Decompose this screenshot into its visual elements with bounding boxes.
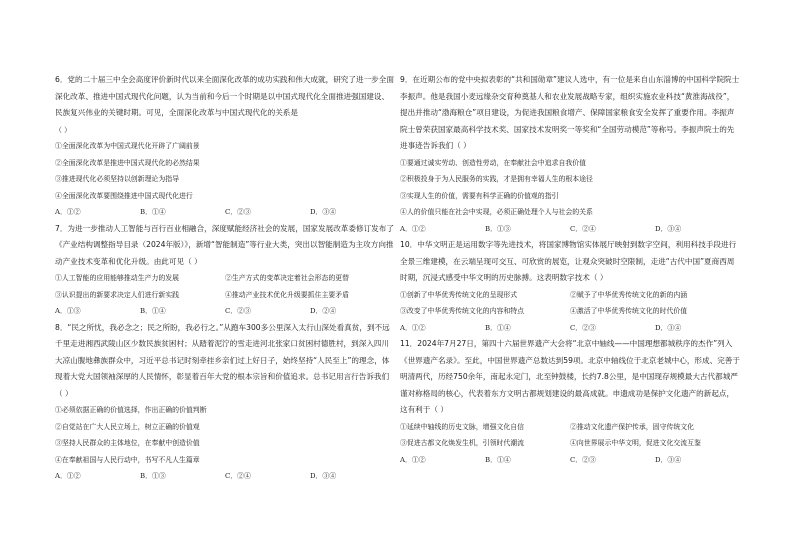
option: ④推动产业技术优化升级要抓住主要矛盾 [225, 290, 350, 299]
question-stem: 11．2024年7月27日，第四十六届世界遗产大会将“北京中轴线——中国理想都城秩序的杰作”列入《世界遗产名录》。至此，中国世界遗产总数达到59项。北京中轴线位于北京老城中心，形成、完善于明清两代，历经750余年，南起永定门，北至钟鼓楼，长约7.8公里，是中国现存规模最大古代都城严谨对称格局的核心，代表着东方文明古都规划建设的最高成就。申遗成功是保护文化遗产的新起点，这有利于（ ） [400, 339, 740, 414]
answer-row [55, 468, 395, 485]
answer-choice: A．①③ [55, 307, 81, 315]
option: ②推动文化遗产保护传承，固守传统文化 [570, 422, 695, 431]
answer-row [55, 303, 395, 320]
answer-choice: C．②④ [570, 224, 596, 233]
answer-choice: A．①② [55, 208, 81, 216]
option: ③推进现代化必须坚持以创新理论为指导 [55, 175, 180, 183]
answer-choice: D．③④ [655, 323, 682, 332]
option: ③促进古都文化焕发生机，引领时代潮流 [400, 439, 525, 447]
right-column [400, 72, 740, 468]
option: ①创新了中华优秀传统文化的呈现形式 [400, 290, 518, 299]
answer-row [55, 204, 395, 221]
option-row [400, 435, 740, 452]
answer-choice: B．①④ [485, 455, 511, 464]
answer-choice: A．①② [400, 224, 426, 233]
option: ②自觉站在广大人民立场上，树立正确的价值观 [55, 422, 200, 431]
option: ②生产方式的变革决定着社会形态的更替 [225, 274, 350, 282]
answer-row [400, 452, 740, 469]
question-10 [400, 237, 740, 336]
question-7 [55, 221, 395, 320]
option: ③改变了中华优秀传统文化的内容和特点 [400, 307, 525, 315]
option: ④在奉献祖国与人民行动中，书写不凡人生篇章 [55, 455, 200, 464]
option-row [55, 270, 395, 287]
option: ②积极投身于为人民服务的实践，才是拥有幸福人生的根本途径 [400, 175, 593, 183]
answer-choice: C．②③ [225, 208, 251, 216]
option-row [400, 303, 740, 320]
question-9 [400, 72, 740, 237]
answer-row [400, 221, 740, 238]
question-paren: （ ） [55, 125, 71, 134]
option: ④激活了中华优秀传统文化的时代价值 [570, 307, 688, 315]
answer-choice: A．①② [400, 455, 426, 464]
question-stem: 6．党的二十届三中全会高度评价新时代以来全面深化改革的成功实践和伟大成就，研究了进一步全面深化改革、推进中国式现代化问题，认为当前和今后一个时期是以中国式现代化全面推进强国建设、民族复兴伟业的关键时期。可见，全面深化改革与中国式现代化的关系是 [55, 75, 394, 117]
option: ①全面深化改革为中国式现代化开辟了广阔前景 [55, 142, 200, 150]
question-6 [55, 72, 395, 221]
answer-choice: C．②③ [570, 323, 596, 332]
answer-choice: B．①④ [485, 323, 511, 332]
option: ③认识提出的新要求决定人们进行新实践 [55, 290, 180, 299]
question-stem: 7．为进一步推动人工智能与百行百业相融合，深度赋能经济社会的发展，国家发展改革委修订发布了《产业结构调整指导目录（2024年版）》，新增“智能制造”等行业大类，突出以智能制造为主攻方向推动产业技术变革和优化升级。由此可见（ ） [55, 223, 394, 266]
option-row [400, 287, 740, 304]
answer-choice: B．①③ [485, 224, 511, 233]
answer-choice: B．①④ [140, 307, 166, 315]
answer-choice: C．②④ [225, 472, 251, 480]
answer-choice: A．①② [55, 472, 81, 480]
option: ②赋予了中华优秀传统文化的新的内涵 [570, 290, 688, 299]
option: ②全面深化改革是推进中国式现代化的必然结果 [55, 158, 200, 167]
left-column [55, 72, 395, 485]
option: ③实现人生的价值，需要有科学正确的价值观的指引 [400, 191, 559, 200]
answer-choice: D．③④ [655, 455, 682, 464]
answer-row [400, 320, 740, 337]
answer-choice: D．②④ [310, 307, 337, 315]
option: ①要通过诚实劳动、创造性劳动，在奉献社会中追求自我价值 [400, 158, 587, 167]
question-11 [400, 336, 740, 468]
option: ③坚持人民群众的主体地位，在奉献中创造价值 [55, 439, 200, 447]
option: ①人工智能的应用能够推动生产力的发展 [55, 274, 180, 282]
answer-choice: B．①④ [140, 208, 166, 216]
option: ①延续中轴线的历史文脉，增强文化自信 [400, 422, 525, 431]
option-row [55, 287, 395, 304]
answer-choice: C．②③ [225, 307, 251, 315]
question-stem: 9．在近期公布的党中央拟表彰的“共和国勋章”建议人选中，有一位是来自山东淄博的中国科学院院士李振声。他是我国小麦远缘杂交育种奠基人和农业发展战略专家，组织实施农业科技“黄淮海战役”，提出并推动“渤海粮仓”项目建设，为促进我国粮食增产、保障国家粮食安全发挥了重要作用。李振声院士曾荣获国家最高科学技术奖、国家技术发明奖一等奖和“全国劳动模范”等称号。李振声院士的先进事迹告诉我们（ ） [400, 75, 740, 150]
answer-choice: D．③④ [310, 208, 337, 216]
answer-choice: D．③④ [310, 472, 337, 480]
question-stem: 10．中华文明正是运用数字等先进技术，将国家博物馆实体展厅映射到数字空间，利用科技手段进行全景三维建模，在云端呈现可交互、可欣赏的展览，让观众突破时空限制，走进“古代中国”夏商西周时期，沉浸式感受中华文明的历史脉搏。这表明数字技术（ ） [400, 240, 737, 282]
question-stem: 8．“民之所忧，我必念之；民之所盼，我必行之。”从跑车300多公里深入太行山深处看真贫，到不远千里走进湘西武陵山区少数民族贫困村；从踏着泥泞的雪走进河北张家口贫困村德胜村，到深入四川大凉山腹地彝族群众中，习近平总书记时刻牵挂乡亲们过上好日子，始终坚持“人民至上”的理念，体现着大党大国领袖深厚的人民情怀，彰显着百年大党的根本宗旨和价值追求。总书记用言行告诉我们（ ） [55, 322, 390, 398]
answer-choice: B．①③ [140, 472, 166, 480]
option: ④向世界展示中华文明，促进文化交流互鉴 [570, 439, 701, 447]
option: ④人的价值只能在社会中实现，必须正确处理个人与社会的关系 [400, 208, 593, 216]
option-row [400, 419, 740, 436]
answer-choice: A．①② [400, 323, 426, 332]
answer-choice: D．③④ [655, 224, 682, 233]
question-8 [55, 320, 395, 485]
option: ④全面深化改革要围绕推进中国式现代化进行 [55, 191, 193, 200]
answer-choice: C．②③ [570, 455, 596, 464]
option: ①必须依据正确的价值选择，作出正确的价值判断 [55, 406, 207, 414]
